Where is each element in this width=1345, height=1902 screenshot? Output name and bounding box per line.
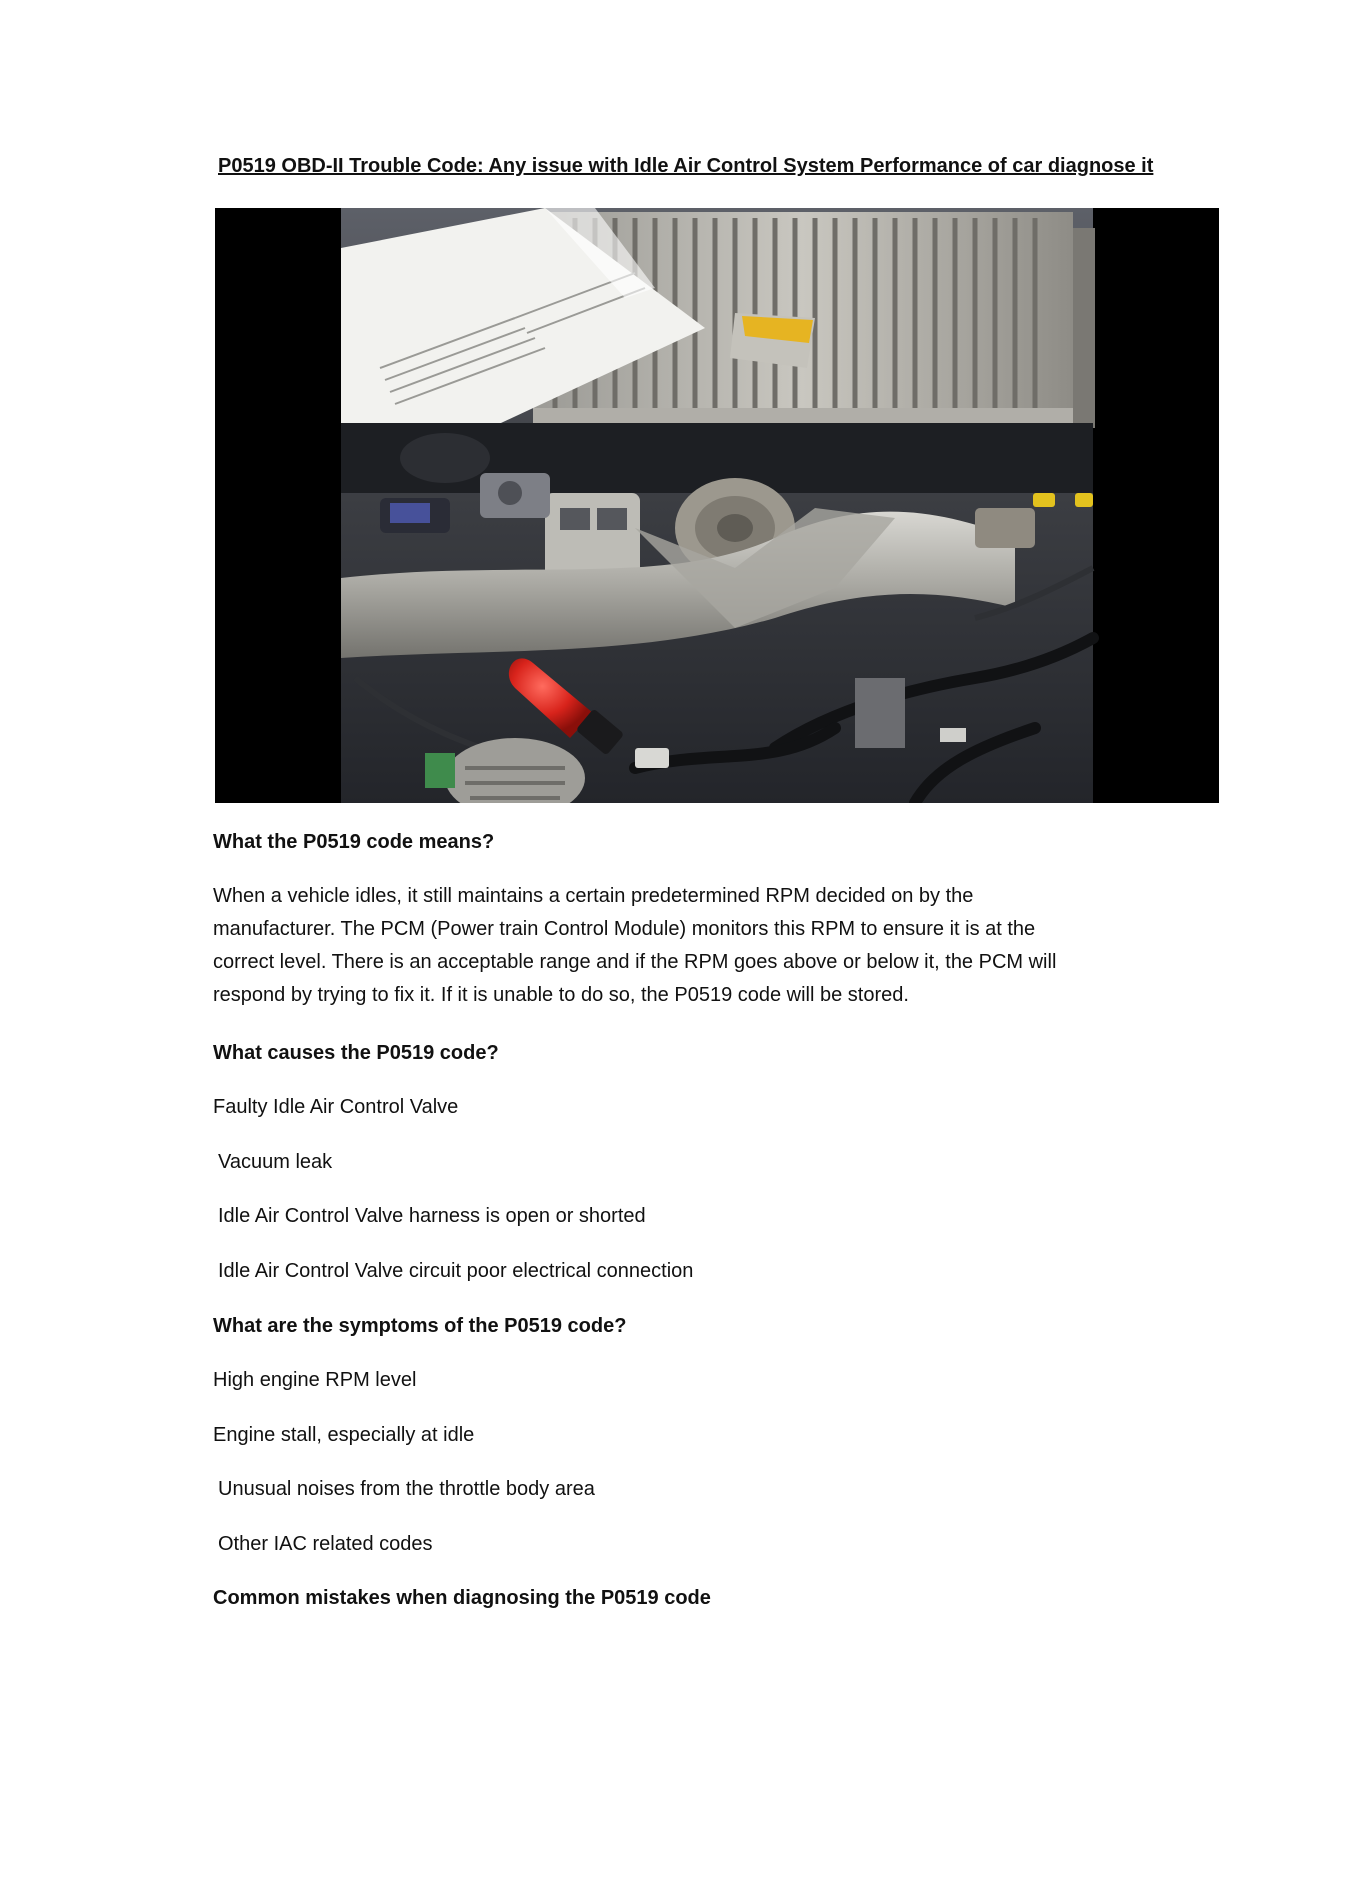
meaning-line: correct level. There is an acceptable range and if the RPM goes above or below it, the PCM will [213, 951, 1057, 973]
engine-bay-illustration [215, 208, 1219, 803]
cause-item: Vacuum leak [218, 1151, 333, 1173]
cause-item: Faulty Idle Air Control Valve [213, 1096, 459, 1118]
meaning-paragraph [213, 883, 1173, 1015]
symptom-item: Engine stall, especially at idle [213, 1424, 475, 1446]
symptom-item: Unusual noises from the throttle body area [218, 1478, 595, 1500]
section-heading-causes: What causes the P0519 code? [213, 1042, 499, 1064]
symptom-item: High engine RPM level [213, 1369, 417, 1391]
cause-item: Idle Air Control Valve harness is open or shorted [218, 1205, 646, 1227]
cause-item: Idle Air Control Valve circuit poor electrical connection [218, 1260, 694, 1282]
document-title: P0519 OBD-II Trouble Code: Any issue with Idle Air Control System Performance of car diagnose it [218, 155, 1154, 177]
meaning-line: respond by trying to fix it. If it is unable to do so, the P0519 code will be stored. [213, 984, 909, 1006]
section-heading-mistakes: Common mistakes when diagnosing the P0519 code [213, 1587, 711, 1609]
meaning-line: When a vehicle idles, it still maintains a certain predetermined RPM decided on by the [213, 885, 974, 907]
engine-bay-photo [215, 208, 1219, 803]
meaning-line: manufacturer. The PCM (Power train Control Module) monitors this RPM to ensure it is at the [213, 918, 1036, 940]
symptom-item: Other IAC related codes [218, 1533, 433, 1555]
section-heading-meaning: What the P0519 code means? [213, 831, 495, 853]
section-heading-symptoms: What are the symptoms of the P0519 code? [213, 1315, 627, 1337]
